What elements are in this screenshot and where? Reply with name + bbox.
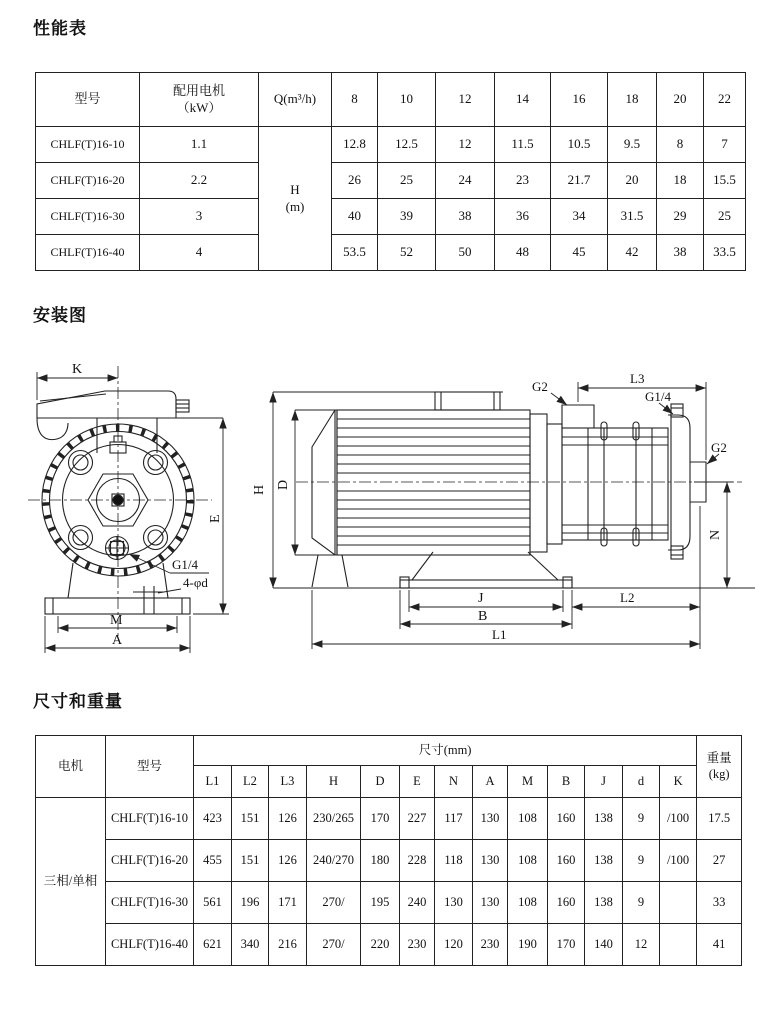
- dim-col: J: [585, 766, 623, 798]
- perf-header-row: [36, 73, 746, 127]
- cell-dim: 117: [435, 798, 473, 840]
- cell-dim: 230: [473, 924, 508, 966]
- side-view-dimensions: [252, 371, 733, 649]
- cell-dim: 270/: [307, 882, 361, 924]
- cell-dim: 138: [585, 882, 623, 924]
- cell-dim: 126: [269, 798, 307, 840]
- dim-col: M: [508, 766, 548, 798]
- cell-dim: 108: [508, 798, 548, 840]
- cell-dim: 240: [400, 882, 435, 924]
- perf-flow-point: 14: [495, 73, 551, 127]
- installation-diagram: [0, 340, 780, 670]
- dim-col: D: [361, 766, 400, 798]
- dim-label-a: A: [112, 633, 123, 648]
- cell-head: 24: [436, 163, 495, 199]
- cell-model: CHLF(T)16-30: [106, 882, 194, 924]
- cell-dim: 130: [473, 882, 508, 924]
- cell-head-unit: [259, 127, 332, 271]
- dim-label-e: E: [208, 514, 223, 523]
- dim-col: A: [473, 766, 508, 798]
- cell-head: 38: [436, 199, 495, 235]
- cell-model: CHLF(T)16-10: [36, 127, 140, 163]
- cell-head: 12.8: [332, 127, 378, 163]
- perf-flow-point: 16: [551, 73, 608, 127]
- cell-dim: 621: [194, 924, 232, 966]
- cell-dim: 340: [232, 924, 269, 966]
- cell-dim: 130: [473, 798, 508, 840]
- cell-head: 34: [551, 199, 608, 235]
- cell-dim: 230: [400, 924, 435, 966]
- cell-head: 12.5: [378, 127, 436, 163]
- perf-row: [36, 127, 746, 163]
- cell-head: 26: [332, 163, 378, 199]
- cell-head: 33.5: [704, 235, 746, 271]
- cell-head: 18: [657, 163, 704, 199]
- cell-dim: [660, 924, 697, 966]
- perf-row: [36, 235, 746, 271]
- head-unit-line2: (m): [285, 198, 305, 214]
- cell-model: CHLF(T)16-20: [106, 840, 194, 882]
- cell-dim: 108: [508, 882, 548, 924]
- cell-power: 1.1: [140, 127, 259, 163]
- perf-flow-point: 10: [378, 73, 436, 127]
- cell-head: 48: [495, 235, 551, 271]
- cell-head: 10.5: [551, 127, 608, 163]
- cell-dim: 9: [623, 798, 660, 840]
- cell-model: CHLF(T)16-40: [36, 235, 140, 271]
- installation-section-title: 安装图: [33, 306, 87, 326]
- cell-head: 12: [436, 127, 495, 163]
- cell-dim: 230/265: [307, 798, 361, 840]
- dim-label-d: D: [276, 479, 291, 490]
- cell-dim: 180: [361, 840, 400, 882]
- side-view-drawing: [273, 392, 755, 588]
- dim-col: B: [548, 766, 585, 798]
- cell-dim: 455: [194, 840, 232, 882]
- dimensions-section-title: 尺寸和重量: [33, 692, 123, 712]
- cell-head: 8: [657, 127, 704, 163]
- perf-flow-point: 22: [704, 73, 746, 127]
- perf-flow-point: 12: [436, 73, 495, 127]
- dim-label-g14-side: G1/4: [645, 389, 671, 404]
- cell-weight: 27: [697, 840, 742, 882]
- dim-label-g14-front: G1/4: [172, 557, 198, 572]
- cell-dim: 561: [194, 882, 232, 924]
- cell-model: CHLF(T)16-30: [36, 199, 140, 235]
- cell-head: 9.5: [608, 127, 657, 163]
- dim-col-motor: 电机: [36, 736, 106, 798]
- cell-dim: [660, 882, 697, 924]
- cell-dim: 240/270: [307, 840, 361, 882]
- dim-col: L1: [194, 766, 232, 798]
- perf-flow-point: 20: [657, 73, 704, 127]
- cell-dim: 118: [435, 840, 473, 882]
- cell-dim: 220: [361, 924, 400, 966]
- cell-model: CHLF(T)16-40: [106, 924, 194, 966]
- cell-dim: 170: [548, 924, 585, 966]
- perf-col-model: 型号: [36, 73, 140, 127]
- cell-model: CHLF(T)16-10: [106, 798, 194, 840]
- cell-dim: 160: [548, 882, 585, 924]
- cell-head: 23: [495, 163, 551, 199]
- cell-power: 4: [140, 235, 259, 271]
- cell-motor-type: 三相/单相: [36, 798, 106, 966]
- cell-dim: 9: [623, 882, 660, 924]
- cell-dim: 228: [400, 840, 435, 882]
- dim-label-l2: L2: [620, 590, 635, 605]
- cell-head: 29: [657, 199, 704, 235]
- dim-col: E: [400, 766, 435, 798]
- dim-header-row-1: [36, 736, 742, 766]
- dim-col: L3: [269, 766, 307, 798]
- dim-label-n: N: [708, 529, 723, 540]
- perf-col-motor-line2: （kW）: [176, 99, 222, 115]
- dim-col-weight-line1: 重量: [706, 750, 732, 765]
- dim-row: [36, 798, 742, 840]
- dim-label-l1: L1: [492, 627, 507, 642]
- dim-col: K: [660, 766, 697, 798]
- cell-model: CHLF(T)16-20: [36, 163, 140, 199]
- dim-label-h: H: [252, 484, 267, 495]
- cell-dim: /100: [660, 798, 697, 840]
- cell-dim: 9: [623, 840, 660, 882]
- dim-col: H: [307, 766, 361, 798]
- performance-section-title: 性能表: [33, 19, 87, 39]
- cell-power: 2.2: [140, 163, 259, 199]
- dim-col-weight-line2: (kg): [708, 766, 730, 781]
- dim-label-k: K: [72, 362, 83, 377]
- perf-flow-point: 8: [332, 73, 378, 127]
- cell-dim: 195: [361, 882, 400, 924]
- cell-head: 20: [608, 163, 657, 199]
- dim-col: N: [435, 766, 473, 798]
- cell-dim: 130: [473, 840, 508, 882]
- perf-col-motor: [140, 73, 259, 127]
- cell-head: 25: [704, 199, 746, 235]
- cell-head: 52: [378, 235, 436, 271]
- dim-row: [36, 840, 742, 882]
- dim-row: [36, 924, 742, 966]
- cell-head: 25: [378, 163, 436, 199]
- dim-label-b: B: [478, 609, 488, 624]
- front-view-dimensions: [37, 362, 229, 653]
- cell-dim: 227: [400, 798, 435, 840]
- dim-col: L2: [232, 766, 269, 798]
- cell-dim: 138: [585, 798, 623, 840]
- cell-dim: 190: [508, 924, 548, 966]
- cell-dim: 423: [194, 798, 232, 840]
- perf-flow-point: 18: [608, 73, 657, 127]
- perf-col-motor-line1: 配用电机: [172, 83, 225, 99]
- perf-row: [36, 199, 746, 235]
- cell-dim: 160: [548, 798, 585, 840]
- cell-head: 36: [495, 199, 551, 235]
- cell-head: 38: [657, 235, 704, 271]
- cell-dim: /100: [660, 840, 697, 882]
- dim-group-header: 尺寸(mm): [194, 736, 697, 766]
- head-unit-line1: H: [290, 182, 300, 198]
- cell-dim: 160: [548, 840, 585, 882]
- dim-label-holes: 4-φd: [183, 575, 208, 590]
- cell-dim: 140: [585, 924, 623, 966]
- cell-dim: 270/: [307, 924, 361, 966]
- cell-dim: 216: [269, 924, 307, 966]
- cell-dim: 171: [269, 882, 307, 924]
- dim-col-weight: [697, 736, 742, 798]
- cell-dim: 12: [623, 924, 660, 966]
- dim-label-j: J: [478, 591, 484, 606]
- cell-head: 40: [332, 199, 378, 235]
- cell-dim: 130: [435, 882, 473, 924]
- dim-label-l3: L3: [630, 371, 645, 386]
- cell-head: 45: [551, 235, 608, 271]
- dimensions-table: [35, 735, 742, 966]
- dim-col: d: [623, 766, 660, 798]
- cell-dim: 120: [435, 924, 473, 966]
- cell-dim: 108: [508, 840, 548, 882]
- dim-col-model: 型号: [106, 736, 194, 798]
- dim-label-m: M: [110, 613, 123, 628]
- cell-head: 50: [436, 235, 495, 271]
- cell-weight: 33: [697, 882, 742, 924]
- perf-row: [36, 163, 746, 199]
- cell-weight: 17.5: [697, 798, 742, 840]
- cell-head: 31.5: [608, 199, 657, 235]
- cell-dim: 196: [232, 882, 269, 924]
- cell-head: 21.7: [551, 163, 608, 199]
- cell-dim: 151: [232, 798, 269, 840]
- cell-head: 53.5: [332, 235, 378, 271]
- cell-head: 15.5: [704, 163, 746, 199]
- cell-dim: 151: [232, 840, 269, 882]
- dim-label-g2-top: G2: [532, 379, 548, 394]
- dim-row: [36, 882, 742, 924]
- cell-head: 42: [608, 235, 657, 271]
- perf-col-flow: Q(m³/h): [259, 73, 332, 127]
- cell-head: 39: [378, 199, 436, 235]
- cell-head: 11.5: [495, 127, 551, 163]
- dim-label-g2-right: G2: [711, 440, 727, 455]
- cell-power: 3: [140, 199, 259, 235]
- cell-dim: 170: [361, 798, 400, 840]
- cell-weight: 41: [697, 924, 742, 966]
- cell-head: 7: [704, 127, 746, 163]
- cell-dim: 138: [585, 840, 623, 882]
- performance-table: [35, 72, 746, 271]
- cell-dim: 126: [269, 840, 307, 882]
- front-view-drawing: [28, 366, 223, 636]
